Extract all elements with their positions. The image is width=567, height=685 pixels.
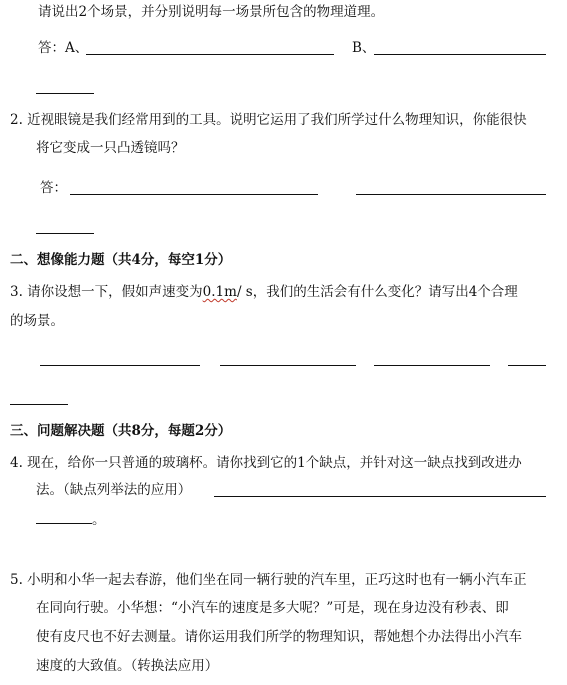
q3-speed-value: 0.1m: [202, 284, 237, 300]
q5-line-3: 使有皮尺也不好去测量。请你运用我们所学的物理知识，帮她想个办法得出小汽车: [36, 629, 522, 645]
q3-answer-line-5[interactable]: [10, 404, 68, 405]
q5-line-2: 在同向行驶。小华想：“小汽车的速度是多大呢？”可是，现在身边没有秒表、即: [36, 600, 509, 616]
q3-line-1: [10, 284, 518, 300]
q5-line-4: 速度的大致值。（转换法应用）: [36, 658, 219, 674]
q2-answer-label: 答：: [40, 180, 67, 196]
q3-suffix: / s，我们的生活会有什么变化？请写出4个合理: [236, 284, 518, 300]
q5-line-1: 5. 小明和小华一起去春游，他们坐在同一辆行驶的汽车里，正巧这时也有一辆小汽车正: [10, 572, 527, 588]
q2-answer-line-1[interactable]: [70, 194, 318, 195]
q2-answer-line-2[interactable]: [356, 194, 546, 195]
q4-line-1: 4. 现在，给你一只普通的玻璃杯。请你找到它的1个缺点，并针对这一缺点找到改进办: [10, 455, 522, 471]
q2-line-1: 2. 近视眼镜是我们经常用到的工具。说明它运用了我们所学过什么物理知识，你能很快: [10, 112, 527, 128]
q4-end-mark: 。: [92, 512, 106, 528]
section-2-heading: 二、想像能力题（共4分，每空1分）: [10, 252, 232, 268]
answer-line-a[interactable]: [86, 54, 334, 55]
q3-answer-line-2[interactable]: [220, 365, 356, 366]
answer-label-b: B、: [352, 40, 376, 56]
q4-answer-line-2[interactable]: [36, 523, 92, 524]
answer-line-a-continued[interactable]: [36, 93, 94, 94]
intro-text: 请说出2个场景，并分别说明每一场景所包含的物理道理。: [38, 4, 385, 20]
answer-line-b[interactable]: [374, 54, 546, 55]
answer-label-a: 答：A、: [38, 40, 89, 56]
q3-answer-line-1[interactable]: [40, 365, 200, 366]
q4-line-2: 法。（缺点列举法的应用）: [36, 482, 192, 498]
q3-answer-line-4[interactable]: [508, 365, 546, 366]
q4-answer-line-1[interactable]: [214, 496, 546, 497]
q3-answer-line-3[interactable]: [374, 365, 490, 366]
q3-line-2: 的场景。: [10, 313, 64, 329]
q3-prefix: 3. 请你设想一下，假如声速变为: [10, 284, 203, 300]
section-3-heading: 三、问题解决题（共8分，每题2分）: [10, 423, 232, 439]
q2-line-2: 将它变成一只凸透镜吗？: [36, 140, 185, 156]
q2-answer-line-3[interactable]: [36, 233, 94, 234]
